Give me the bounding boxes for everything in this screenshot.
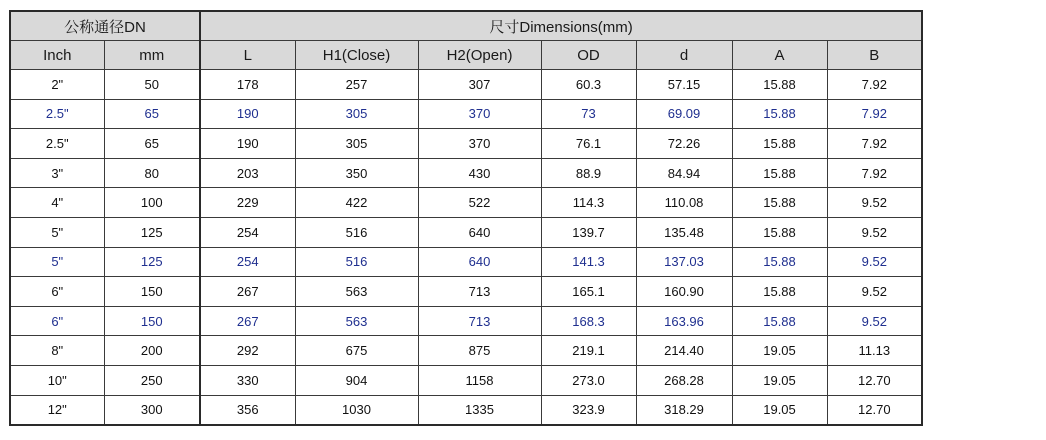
cell-a: 15.88 (732, 306, 827, 336)
cell-l: 190 (200, 99, 295, 129)
cell-h1: 1030 (295, 395, 418, 425)
cell-h1: 675 (295, 336, 418, 366)
cell-a: 19.05 (732, 365, 827, 395)
column-header-d: d (636, 41, 732, 70)
cell-h2: 640 (418, 217, 541, 247)
cell-h2: 1158 (418, 365, 541, 395)
cell-od: 139.7 (541, 217, 636, 247)
table-row (10, 277, 922, 307)
cell-od: 88.9 (541, 158, 636, 188)
cell-h1: 422 (295, 188, 418, 218)
cell-b: 7.92 (827, 129, 922, 159)
column-header-inch: Inch (10, 41, 104, 70)
cell-d: 268.28 (636, 365, 732, 395)
column-header-a: A (732, 41, 827, 70)
cell-mm: 125 (104, 247, 200, 277)
cell-b: 9.52 (827, 306, 922, 336)
cell-inch: 10" (10, 365, 104, 395)
column-header-h2: H2(Open) (418, 41, 541, 70)
cell-mm: 65 (104, 99, 200, 129)
cell-l: 254 (200, 217, 295, 247)
cell-l: 267 (200, 277, 295, 307)
column-header-od: OD (541, 41, 636, 70)
cell-od: 219.1 (541, 336, 636, 366)
cell-a: 15.88 (732, 99, 827, 129)
cell-l: 178 (200, 70, 295, 100)
cell-inch: 6" (10, 277, 104, 307)
cell-d: 318.29 (636, 395, 732, 425)
cell-mm: 100 (104, 188, 200, 218)
cell-d: 69.09 (636, 99, 732, 129)
cell-h1: 563 (295, 277, 418, 307)
cell-od: 114.3 (541, 188, 636, 218)
cell-inch: 2" (10, 70, 104, 100)
cell-od: 273.0 (541, 365, 636, 395)
cell-h2: 875 (418, 336, 541, 366)
cell-h1: 305 (295, 129, 418, 159)
cell-b: 9.52 (827, 277, 922, 307)
cell-od: 323.9 (541, 395, 636, 425)
cell-h1: 350 (295, 158, 418, 188)
cell-h2: 430 (418, 158, 541, 188)
cell-d: 135.48 (636, 217, 732, 247)
dimensions-table-container (9, 10, 923, 426)
cell-mm: 80 (104, 158, 200, 188)
cell-d: 214.40 (636, 336, 732, 366)
group-header-row (10, 11, 922, 41)
cell-inch: 5" (10, 217, 104, 247)
cell-b: 11.13 (827, 336, 922, 366)
table-row (10, 70, 922, 100)
cell-inch: 2.5" (10, 99, 104, 129)
cell-od: 165.1 (541, 277, 636, 307)
cell-mm: 250 (104, 365, 200, 395)
cell-a: 15.88 (732, 129, 827, 159)
cell-h2: 307 (418, 70, 541, 100)
cell-a: 15.88 (732, 277, 827, 307)
table-row (10, 395, 922, 425)
cell-inch: 2.5" (10, 129, 104, 159)
cell-d: 57.15 (636, 70, 732, 100)
cell-l: 203 (200, 158, 295, 188)
cell-h2: 370 (418, 129, 541, 159)
cell-b: 7.92 (827, 70, 922, 100)
cell-h1: 516 (295, 247, 418, 277)
cell-a: 15.88 (732, 217, 827, 247)
cell-b: 7.92 (827, 99, 922, 129)
cell-h1: 516 (295, 217, 418, 247)
cell-l: 190 (200, 129, 295, 159)
cell-b: 12.70 (827, 365, 922, 395)
column-header-h1: H1(Close) (295, 41, 418, 70)
cell-d: 72.26 (636, 129, 732, 159)
cell-b: 9.52 (827, 217, 922, 247)
table-row (10, 99, 922, 129)
cell-a: 15.88 (732, 70, 827, 100)
cell-inch: 4" (10, 188, 104, 218)
cell-b: 12.70 (827, 395, 922, 425)
cell-od: 73 (541, 99, 636, 129)
cell-l: 292 (200, 336, 295, 366)
cell-od: 141.3 (541, 247, 636, 277)
cell-d: 137.03 (636, 247, 732, 277)
cell-d: 110.08 (636, 188, 732, 218)
table-row (10, 158, 922, 188)
dimensions-table (9, 10, 923, 426)
cell-h1: 563 (295, 306, 418, 336)
cell-inch: 5" (10, 247, 104, 277)
cell-mm: 150 (104, 277, 200, 307)
cell-h2: 640 (418, 247, 541, 277)
cell-a: 15.88 (732, 158, 827, 188)
cell-od: 60.3 (541, 70, 636, 100)
cell-h2: 522 (418, 188, 541, 218)
table-row (10, 217, 922, 247)
cell-h1: 904 (295, 365, 418, 395)
column-header-l: L (200, 41, 295, 70)
cell-inch: 6" (10, 306, 104, 336)
cell-h1: 257 (295, 70, 418, 100)
cell-h1: 305 (295, 99, 418, 129)
cell-d: 160.90 (636, 277, 732, 307)
column-header-b: B (827, 41, 922, 70)
cell-od: 76.1 (541, 129, 636, 159)
cell-h2: 713 (418, 277, 541, 307)
column-header-row (10, 41, 922, 70)
cell-l: 254 (200, 247, 295, 277)
table-row (10, 247, 922, 277)
cell-h2: 370 (418, 99, 541, 129)
table-row (10, 365, 922, 395)
cell-a: 19.05 (732, 395, 827, 425)
cell-inch: 8" (10, 336, 104, 366)
cell-h2: 713 (418, 306, 541, 336)
cell-d: 84.94 (636, 158, 732, 188)
cell-inch: 3" (10, 158, 104, 188)
table-row (10, 336, 922, 366)
cell-a: 15.88 (732, 247, 827, 277)
cell-mm: 150 (104, 306, 200, 336)
group-header-nominal-diameter: 公称通径DN (10, 11, 200, 41)
cell-inch: 12" (10, 395, 104, 425)
cell-b: 7.92 (827, 158, 922, 188)
column-header-mm: mm (104, 41, 200, 70)
cell-l: 267 (200, 306, 295, 336)
cell-b: 9.52 (827, 188, 922, 218)
cell-d: 163.96 (636, 306, 732, 336)
table-row (10, 129, 922, 159)
cell-mm: 65 (104, 129, 200, 159)
table-row (10, 188, 922, 218)
group-header-dimensions: 尺寸Dimensions(mm) (200, 11, 922, 41)
cell-mm: 50 (104, 70, 200, 100)
cell-mm: 200 (104, 336, 200, 366)
cell-a: 19.05 (732, 336, 827, 366)
cell-l: 229 (200, 188, 295, 218)
cell-mm: 125 (104, 217, 200, 247)
cell-h2: 1335 (418, 395, 541, 425)
table-body (10, 70, 922, 426)
cell-mm: 300 (104, 395, 200, 425)
cell-a: 15.88 (732, 188, 827, 218)
cell-b: 9.52 (827, 247, 922, 277)
table-row (10, 306, 922, 336)
cell-l: 356 (200, 395, 295, 425)
cell-l: 330 (200, 365, 295, 395)
cell-od: 168.3 (541, 306, 636, 336)
